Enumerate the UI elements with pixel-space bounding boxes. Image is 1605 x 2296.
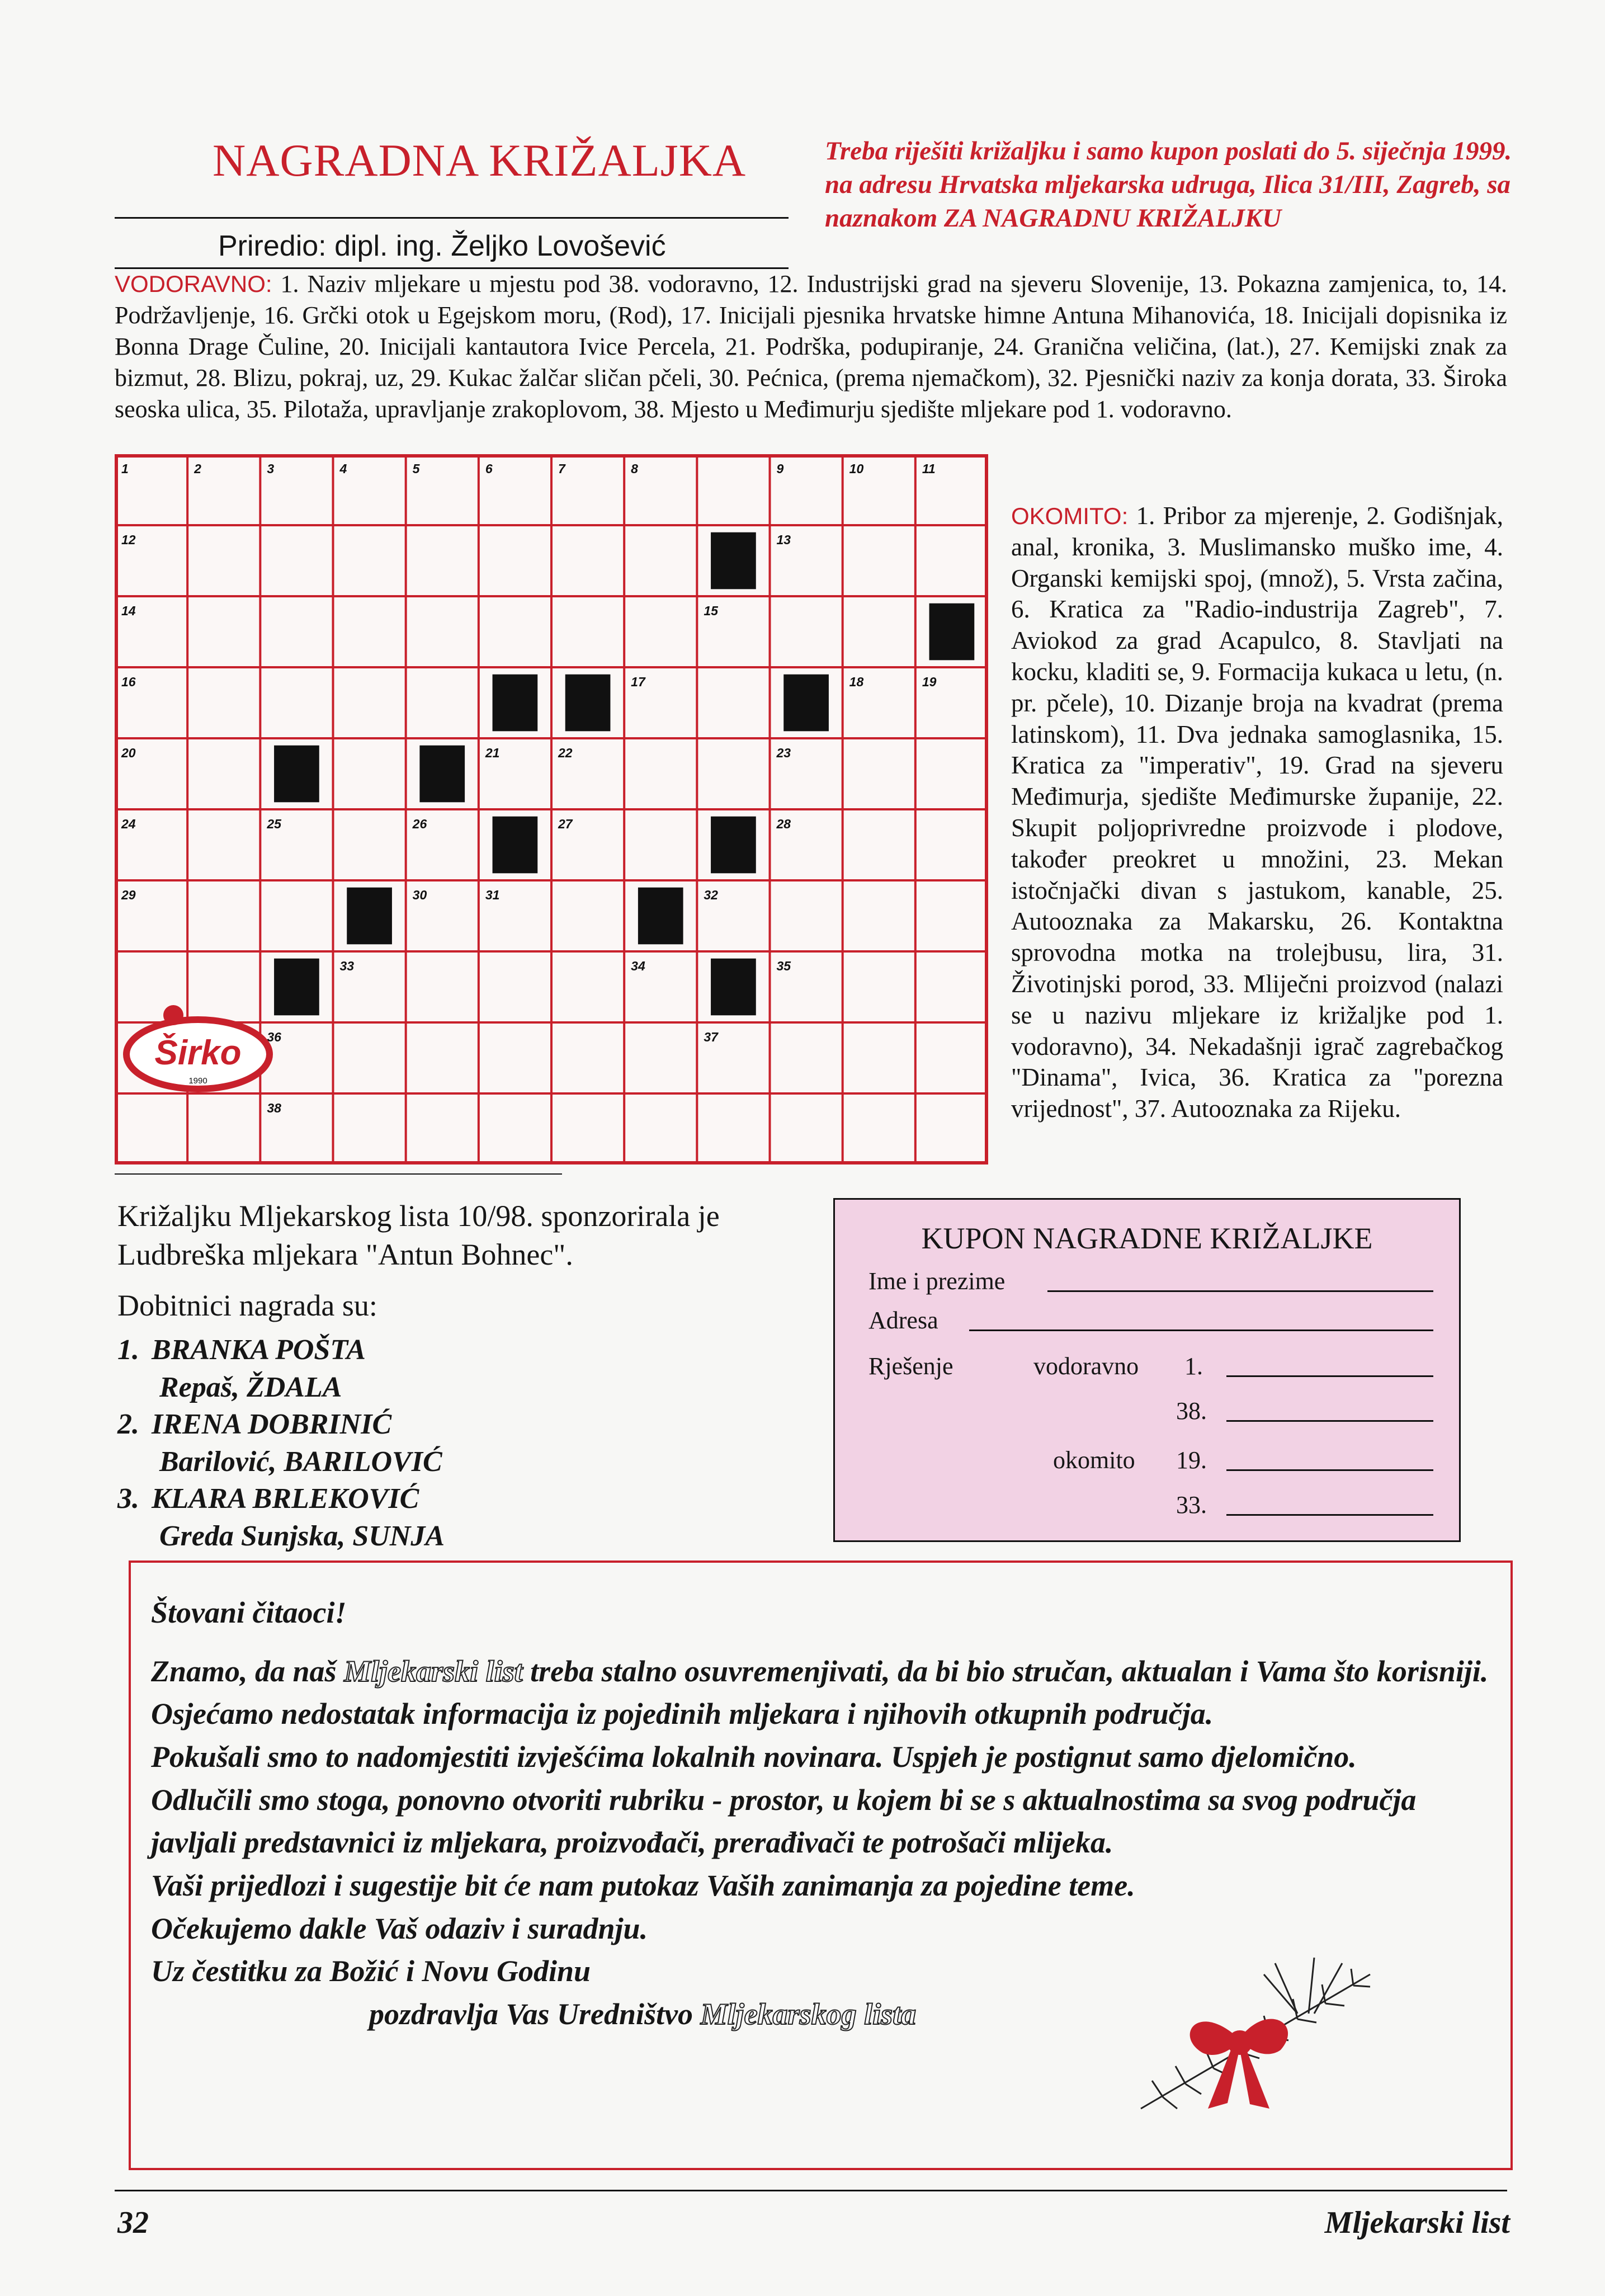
cell-number: 30 bbox=[412, 888, 427, 902]
winners-label: Dobitnici nagrada su: bbox=[117, 1289, 377, 1322]
winner-name: KLARA BRLEKOVIĆ bbox=[152, 1483, 419, 1515]
cell-number: 7 bbox=[558, 461, 565, 476]
sponsor-note: Križaljku Mljekarskog lista 10/98. sponzorirala je Ludbreška mljekara "Antun Bohnec". bbox=[117, 1199, 720, 1272]
letter-paragraph: Očekujemo dakle Vaš odaziv i suradnju. bbox=[151, 1911, 648, 1945]
winners-list bbox=[117, 1286, 816, 1555]
coupon-down-19-field[interactable] bbox=[1226, 1469, 1433, 1471]
down-label: OKOMITO: bbox=[1011, 503, 1129, 529]
cell-number: 17 bbox=[631, 675, 645, 689]
cell-number: 1 bbox=[121, 461, 129, 476]
magazine-name-footer: Mljekarski list bbox=[1324, 2205, 1510, 2240]
cell-number: 8 bbox=[631, 461, 638, 476]
cell-number: 11 bbox=[922, 461, 936, 476]
cell-number: 36 bbox=[267, 1030, 281, 1044]
letter-paragraph: Vaši prijedlozi i sugestije bit će nam putokaz Vaših zanimanja za pojedine teme. bbox=[151, 1869, 1135, 1903]
cell-number: 32 bbox=[704, 888, 718, 902]
magazine-name-signature: Mljekarskog lista bbox=[700, 1997, 917, 2031]
winner-entry bbox=[117, 1332, 816, 1406]
coupon-title: KUPON NAGRADNE KRIŽALJKE bbox=[921, 1222, 1373, 1255]
winner-place: Greda Sunjska, SUNJA bbox=[159, 1520, 445, 1552]
cell-number: 28 bbox=[776, 817, 791, 831]
black-cell bbox=[783, 675, 829, 732]
page-number: 32 bbox=[117, 2205, 149, 2240]
cell-number: 5 bbox=[412, 461, 420, 476]
magazine-name: Mljekarski list bbox=[344, 1654, 523, 1688]
letter-paragraph: Odlučili smo stoga, ponovno otvoriti rubriku - prostor, u kojem bi se s aktualnostima sa svog područja javljali predstavnici iz mljekara, proizvođači, prerađivači te potrošači mlijeka. bbox=[151, 1783, 1417, 1860]
letter-paragraph: Znamo, da naš Mljekarski list treba stalno osuvremenjivati, da bi bio stručan, aktualan i Vama što korisniji. bbox=[151, 1654, 1489, 1688]
footer-rule bbox=[115, 2190, 1507, 2191]
cell-number: 24 bbox=[121, 817, 136, 831]
cell-number: 13 bbox=[776, 532, 791, 547]
coupon-name-field[interactable] bbox=[1047, 1290, 1433, 1292]
across-clue-text: 1. Naziv mljekare u mjestu pod 38. vodoravno, 12. Industrijski grad na sjeveru Slovenije, 13. Pokazna zamjenica, to, 14. Podržavljenje, 16. Grčki otok u Egejskom moru, (Rod), 17. Inicijali pjesnika hrvatske himne Antuna Mihanovića, 18. Inicijali dopisnika iz Bonna Drage Čuline, 20. Inicijali kantautora Ivice Percela, 21. Podrška, podupiranje, 24. Granična veličina, (lat.), 27. Kemijski znak za bizmut, 28. Blizu, pokraj, uz, 29. Kukac žalčar sličan pčeli, 30. Pećnica, (prema njemačkom), 32. Pjesnički naziv za konja dorata, 33. Široka seoska ulica, 35. Pilotaža, upravljanje zrakoplovom, 38. Mjesto u Međimurju sjedište mljekare pod 1. vodoravno. bbox=[115, 270, 1508, 423]
cell-number: 22 bbox=[558, 746, 573, 760]
coupon-name-label: Ime i prezime bbox=[868, 1267, 1006, 1295]
black-cell bbox=[711, 817, 756, 874]
coupon-down-label: okomito bbox=[1053, 1446, 1135, 1474]
coupon-across-1-field[interactable] bbox=[1226, 1375, 1433, 1377]
down-clue-text: 1. Pribor za mjerenje, 2. Godišnjak, anal, kronika, 3. Muslimansko muško ime, 4. Organski kemijski spoj, (množ), 5. Vrsta začina, 6. Kratica za "Radio-industrija Zagreb", 7. Aviokod za grad Acapulco, 8. Stavljati na kocku, kladiti se, 9. Formacija kukaca u letu, (n. pr. pčele), 10. Dizanje broja na kvadrat (prema latinskom), 11. Dva jednaka samoglasnika, 15. Kratica za "imperativ", 19. Grad na sjeveru Međimurja, sjedište Međimurske županije, 22. Skupit poljoprivredne proizvode i plodove, također preokret u množini, 23. Mekan istočnjački divan s jastukom, kanable, 25. Autooznaka za Makarsku, 26. Kontaktna sprovodna motka na trolejbusu, lira, 31. Životinjski porod, 33. Mliječni proizvod (nalazi se u nazivu mljekare iz križaljke pod 1. vodoravno), 34. Nekadašnji igrač zagrebačkog "Dinama", Ivica, 36. Kratica za "porezna vrijednost", 37. Autooznaka za Rijeku. bbox=[1011, 502, 1503, 1123]
cell-number: 3 bbox=[267, 461, 275, 476]
coupon-down-33-field[interactable] bbox=[1226, 1514, 1433, 1516]
winner-name: BRANKA POŠTA bbox=[152, 1334, 366, 1366]
down-clues bbox=[1011, 501, 1503, 1125]
cell-number: 16 bbox=[121, 675, 136, 689]
sirko-logo-year: 1990 bbox=[188, 1076, 207, 1086]
winner-place: Barilović, BARILOVIĆ bbox=[159, 1445, 442, 1478]
coupon-solution-label: Rješenje bbox=[868, 1352, 953, 1380]
cell-number: 38 bbox=[267, 1101, 281, 1115]
sirko-logo-text: Širko bbox=[154, 1034, 242, 1072]
letter-paragraph: Osjećamo nedostatak informacija iz pojedinih mljekara i njihovih otkupnih područja. bbox=[151, 1697, 1214, 1731]
black-cell bbox=[274, 746, 319, 803]
cell-number: 14 bbox=[121, 604, 136, 618]
cell-number: 12 bbox=[121, 532, 136, 547]
winner-place: Repaš, ŽDALA bbox=[159, 1371, 342, 1403]
cell-number: 10 bbox=[849, 461, 864, 476]
cell-number: 21 bbox=[485, 746, 500, 760]
entry-coupon bbox=[833, 1198, 1461, 1542]
cell-number: 15 bbox=[704, 604, 718, 618]
black-cell bbox=[711, 959, 756, 1016]
black-cell bbox=[565, 675, 611, 732]
cell-number: 6 bbox=[485, 461, 493, 476]
winner-entry bbox=[117, 1406, 816, 1481]
cell-number: 19 bbox=[922, 675, 937, 689]
winner-number: 2. bbox=[117, 1408, 139, 1441]
cell-number: 29 bbox=[121, 888, 136, 902]
coupon-address-field[interactable] bbox=[969, 1329, 1433, 1331]
cell-number: 23 bbox=[776, 746, 791, 760]
coupon-across-1: 1. bbox=[1184, 1352, 1203, 1380]
coupon-address-label: Adresa bbox=[868, 1307, 938, 1334]
cell-number: 4 bbox=[339, 461, 347, 476]
coupon-down-19: 19. bbox=[1176, 1446, 1207, 1474]
coupon-down-33: 33. bbox=[1176, 1491, 1207, 1519]
coupon-across-38: 38. bbox=[1176, 1397, 1207, 1425]
cell-number: 31 bbox=[485, 888, 500, 902]
cell-number: 34 bbox=[631, 959, 645, 973]
across-label: VODORAVNO: bbox=[115, 271, 272, 297]
winner-entry bbox=[117, 1481, 816, 1555]
coupon-across-38-field[interactable] bbox=[1226, 1420, 1433, 1422]
cell-number: 26 bbox=[412, 817, 427, 831]
editor-credit: Priredio: dipl. ing. Željko Lovošević bbox=[218, 230, 666, 262]
black-cell bbox=[493, 675, 538, 732]
across-clues bbox=[115, 268, 1507, 425]
coupon-across-label: vodoravno bbox=[1033, 1352, 1139, 1380]
cell-number: 27 bbox=[558, 817, 573, 831]
letter-paragraph: Pokušali smo to nadomjestiti izvješćima lokalnih novinara. Uspjeh je postignut samo djelomično. bbox=[151, 1740, 1357, 1774]
submission-instructions: Treba riješiti križaljku i samo kupon poslati do 5. siječnja 1999. na adresu Hrvatska mljekarska udruga, Ilica 31/III, Zagreb, sa naznakom ZA NAGRADNU KRIŽALJKU bbox=[825, 136, 1512, 233]
cell-number: 18 bbox=[849, 675, 864, 689]
cell-number: 37 bbox=[704, 1030, 718, 1044]
sirko-logo bbox=[119, 1004, 278, 1099]
page-title: NAGRADNA KRIŽALJKA bbox=[213, 135, 747, 186]
black-cell bbox=[419, 746, 465, 803]
cell-number: 33 bbox=[339, 959, 355, 973]
cell-number: 2 bbox=[194, 461, 201, 476]
black-cell bbox=[929, 604, 975, 661]
winner-number: 3. bbox=[117, 1483, 139, 1515]
black-cell bbox=[274, 959, 319, 1016]
letter-signature: pozdravlja Vas Uredništvo Mljekarskog lista bbox=[369, 1997, 917, 2031]
black-cell bbox=[638, 888, 683, 945]
title-rule bbox=[115, 217, 789, 219]
black-cell bbox=[711, 532, 756, 590]
cell-number: 9 bbox=[776, 461, 784, 476]
black-cell bbox=[347, 888, 392, 945]
christmas-decoration-icon bbox=[1130, 1941, 1381, 2125]
black-cell bbox=[493, 817, 538, 874]
section-rule bbox=[115, 1173, 562, 1175]
cell-number: 35 bbox=[776, 959, 791, 973]
winner-number: 1. bbox=[117, 1334, 139, 1366]
letter-greeting: Štovani čitaoci! bbox=[151, 1596, 347, 1629]
cell-number: 20 bbox=[121, 746, 136, 760]
letter-paragraph: Uz čestitku za Božić i Novu Godinu bbox=[151, 1954, 591, 1988]
cell-number: 25 bbox=[267, 817, 281, 831]
winner-name: IRENA DOBRINIĆ bbox=[152, 1408, 392, 1441]
